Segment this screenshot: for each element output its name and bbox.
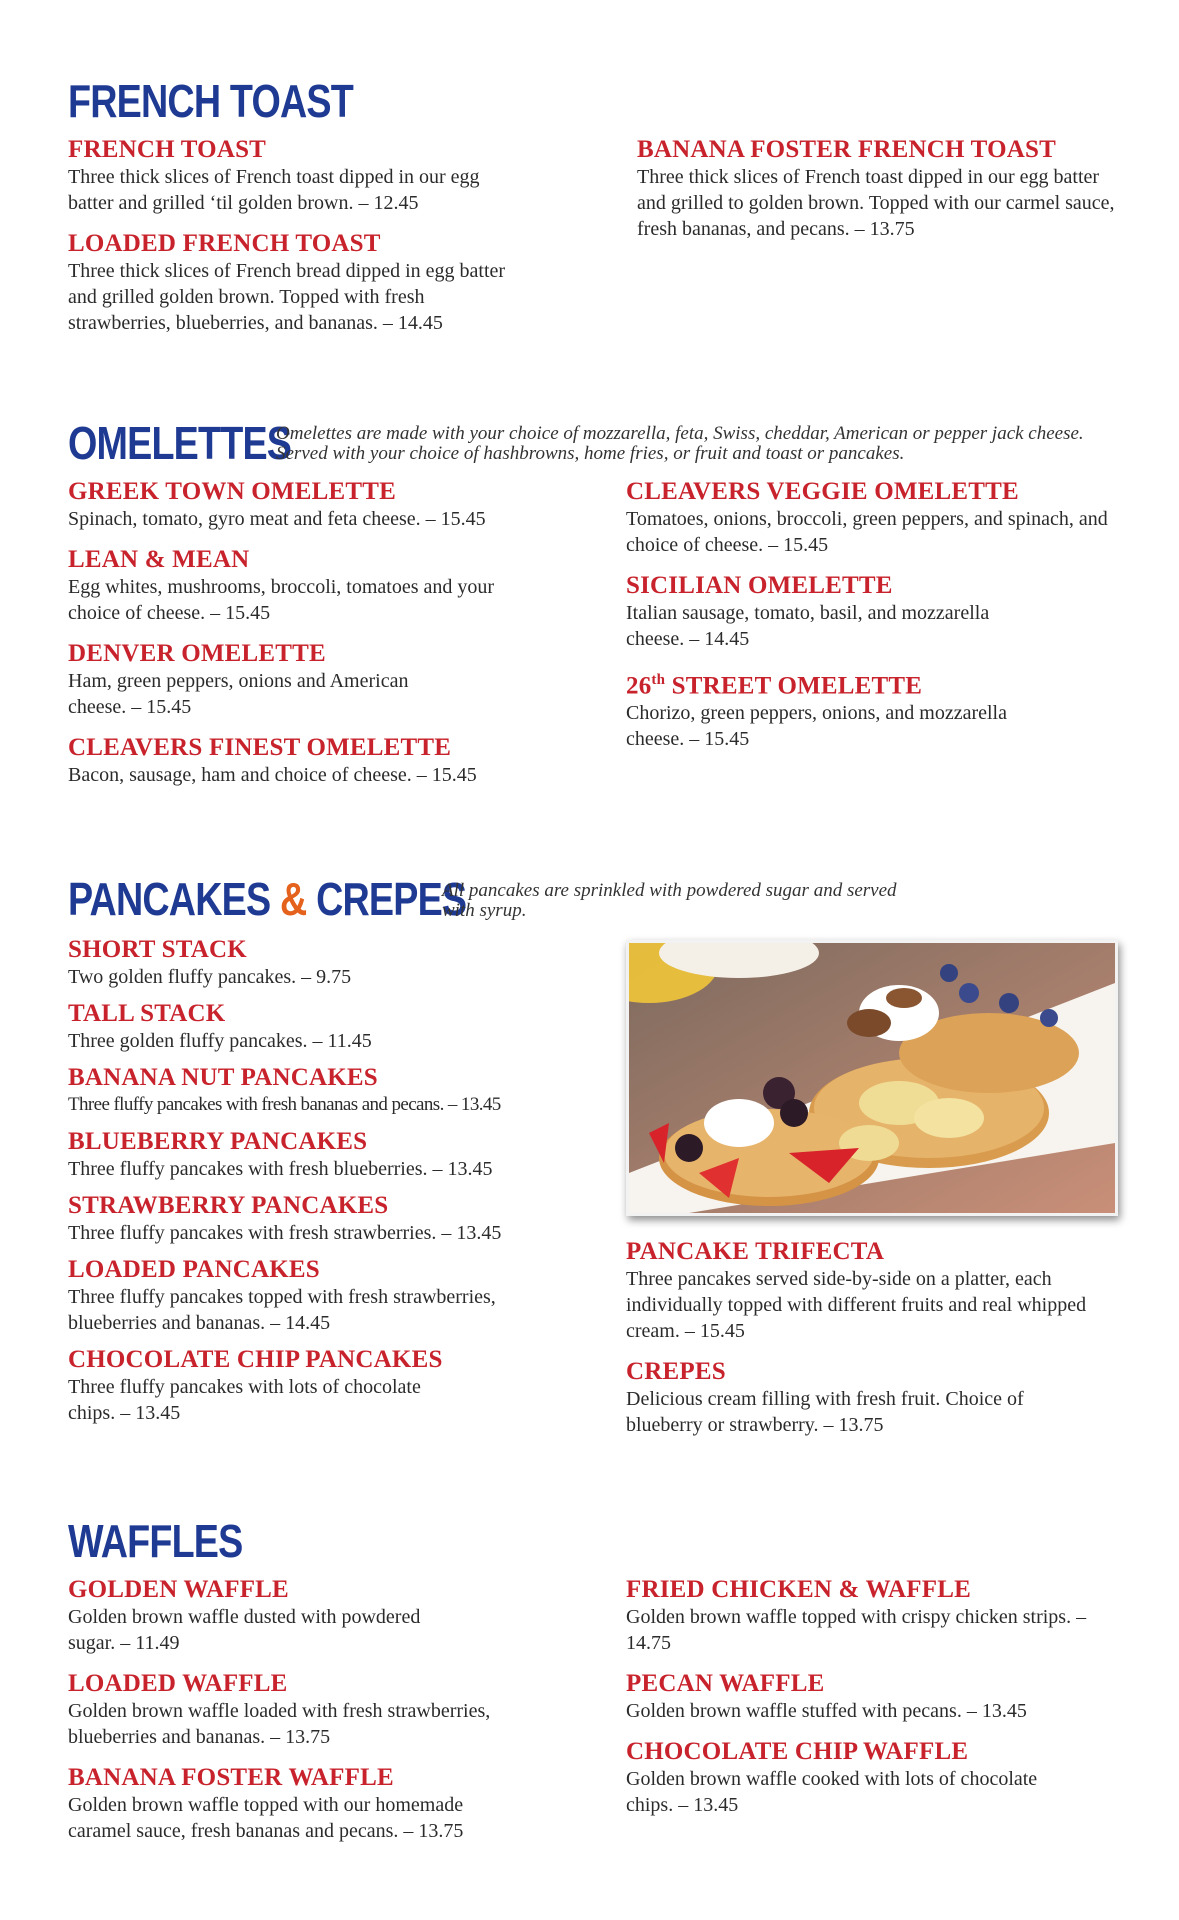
item-name: CLEAVERS VEGGIE OMELETTE [626, 478, 1019, 505]
menu-item [626, 1238, 1126, 1344]
menu-item [626, 1738, 1126, 1818]
item-name: GOLDEN WAFFLE [68, 1576, 289, 1603]
french-toast-left-column [68, 136, 538, 350]
french-toast-right-column [637, 136, 1127, 256]
omelettes-note: Omelettes are made with your choice of mozzarella, feta, Swiss, cheddar, American or pepper jack cheese. Served with your choice of hashbrowns, home fries, or fruit and toast or pancakes. [276, 423, 1084, 464]
menu-item [68, 1000, 568, 1054]
item-name: PANCAKE TRIFECTA [626, 1238, 885, 1265]
menu-item [626, 1576, 1126, 1656]
item-name: STRAWBERRY PANCAKES [68, 1192, 389, 1219]
omelettes-right-column [626, 478, 1126, 766]
item-name: SHORT STACK [68, 936, 247, 963]
item-name: FRENCH TOAST [68, 136, 267, 163]
item-name: BANANA FOSTER FRENCH TOAST [637, 136, 1056, 163]
item-name: CHOCOLATE CHIP PANCAKES [68, 1346, 443, 1373]
item-description: Three thick slices of French toast dipped in our egg batter and grilled ‘til golden brown. – 12.45 [68, 166, 480, 214]
item-description: Golden brown waffle topped with crispy chicken strips. – 14.75 [626, 1606, 1087, 1654]
item-description: Three pancakes served side-by-side on a platter, each individually topped with different fruits and real whipped cream. – 15.45 [626, 1268, 1087, 1342]
item-name: LOADED PANCAKES [68, 1256, 320, 1283]
omelettes-left-column [68, 478, 538, 802]
item-description: Tomatoes, onions, broccoli, green peppers, and spinach, and choice of cheese. – 15.45 [626, 508, 1108, 556]
omelettes-heading: OMELETTES [68, 417, 292, 469]
item-description: Three thick slices of French toast dipped in our egg batter and grilled to golden brown. Topped with our carmel sauce, fresh bananas, and pecans. – 13.75 [637, 166, 1115, 240]
menu-item [68, 1764, 558, 1844]
item-name [626, 666, 1126, 700]
item-name: TALL STACK [68, 1000, 226, 1027]
item-name: SICILIAN OMELETTE [626, 572, 893, 599]
pancakes-left-column [68, 936, 568, 1440]
item-description: Italian sausage, tomato, basil, and mozzarella cheese. – 14.45 [626, 602, 990, 650]
item-description: Golden brown waffle topped with our homemade caramel sauce, fresh bananas and pecans. – 13.75 [68, 1794, 464, 1842]
menu-item [626, 666, 1126, 752]
heading-word-pancakes: PANCAKES [68, 873, 271, 925]
item-name: BLUEBERRY PANCAKES [68, 1128, 368, 1155]
item-name: LEAN & MEAN [68, 546, 250, 573]
item-name: CHOCOLATE CHIP WAFFLE [626, 1738, 969, 1765]
item-description: Spinach, tomato, gyro meat and feta cheese. – 15.45 [68, 508, 486, 530]
item-name: FRIED CHICKEN & WAFFLE [626, 1576, 971, 1603]
pancake-photo-illustration [629, 943, 1115, 1213]
pancakes-right-column [626, 1238, 1126, 1452]
french-toast-heading: FRENCH TOAST [68, 75, 353, 127]
item-description: Bacon, sausage, ham and choice of cheese. – 15.45 [68, 764, 477, 786]
menu-item [68, 1192, 568, 1246]
menu-item [68, 478, 538, 532]
menu-item [68, 734, 538, 788]
menu-item [68, 230, 538, 336]
menu-item [637, 136, 1127, 242]
item-description: Three fluffy pancakes with fresh strawberries. – 13.45 [68, 1222, 502, 1244]
item-description: Golden brown waffle dusted with powdered sugar. – 11.49 [68, 1606, 421, 1654]
item-description: Three fluffy pancakes with lots of chocolate chips. – 13.45 [68, 1376, 421, 1424]
item-name: PECAN WAFFLE [626, 1670, 825, 1697]
menu-item [68, 1064, 568, 1118]
item-name: BANANA FOSTER WAFFLE [68, 1764, 394, 1791]
item-description: Ham, green peppers, onions and American cheese. – 15.45 [68, 670, 409, 718]
pancakes-note: All pancakes are sprinkled with powdered sugar and served with syrup. [442, 880, 897, 921]
item-description: Three thick slices of French bread dipped in egg batter and grilled golden brown. Topped with fresh strawberries, blueberries, and bananas. – 14.45 [68, 260, 506, 334]
menu-item [68, 1346, 568, 1426]
menu-item [626, 1358, 1126, 1438]
item-name-ordinal: th [651, 672, 666, 688]
menu-item [626, 1670, 1126, 1724]
pancakes-crepes-heading [68, 873, 467, 925]
item-name-rest: STREET OMELETTE [665, 672, 923, 700]
menu-item [68, 546, 538, 626]
menu-item [68, 936, 568, 990]
menu-item [68, 136, 538, 216]
menu-item [68, 640, 538, 720]
item-description: Three golden fluffy pancakes. – 11.45 [68, 1030, 372, 1052]
menu-item [68, 1576, 558, 1656]
heading-ampersand: & [279, 873, 307, 925]
menu-item [626, 572, 1126, 652]
pancake-photo [626, 940, 1118, 1216]
item-description: Two golden fluffy pancakes. – 9.75 [68, 966, 352, 988]
waffles-heading: WAFFLES [68, 1515, 243, 1567]
item-name: BANANA NUT PANCAKES [68, 1064, 378, 1091]
item-description: Golden brown waffle cooked with lots of chocolate chips. – 13.45 [626, 1768, 1038, 1816]
item-description: Golden brown waffle loaded with fresh strawberries, blueberries and bananas. – 13.75 [68, 1700, 491, 1748]
item-name: GREEK TOWN OMELETTE [68, 478, 396, 505]
item-description: Delicious cream filling with fresh fruit. Choice of blueberry or strawberry. – 13.75 [626, 1388, 1024, 1436]
menu-item [68, 1256, 568, 1336]
item-name: DENVER OMELETTE [68, 640, 326, 667]
heading-word-crepes: CREPES [316, 873, 467, 925]
item-description: Three fluffy pancakes with fresh blueberries. – 13.45 [68, 1158, 493, 1180]
waffles-right-column [626, 1576, 1126, 1832]
menu-item [68, 1128, 568, 1182]
item-description: Egg whites, mushrooms, broccoli, tomatoes and your choice of cheese. – 15.45 [68, 576, 495, 624]
waffles-left-column [68, 1576, 558, 1858]
item-name: CREPES [626, 1358, 726, 1385]
item-name: CLEAVERS FINEST OMELETTE [68, 734, 452, 761]
item-description: Chorizo, green peppers, onions, and mozzarella cheese. – 15.45 [626, 702, 1007, 751]
menu-item [626, 478, 1126, 558]
item-name: LOADED FRENCH TOAST [68, 230, 381, 257]
menu-item [68, 1670, 558, 1750]
item-name-number: 26 [626, 672, 652, 700]
item-description: Three fluffy pancakes topped with fresh strawberries, blueberries and bananas. – 14.45 [68, 1286, 496, 1334]
item-description: Golden brown waffle stuffed with pecans. – 13.45 [626, 1700, 1027, 1722]
item-description: Three fluffy pancakes with fresh bananas and pecans. – 13.45 [68, 1094, 501, 1115]
item-name: LOADED WAFFLE [68, 1670, 288, 1697]
